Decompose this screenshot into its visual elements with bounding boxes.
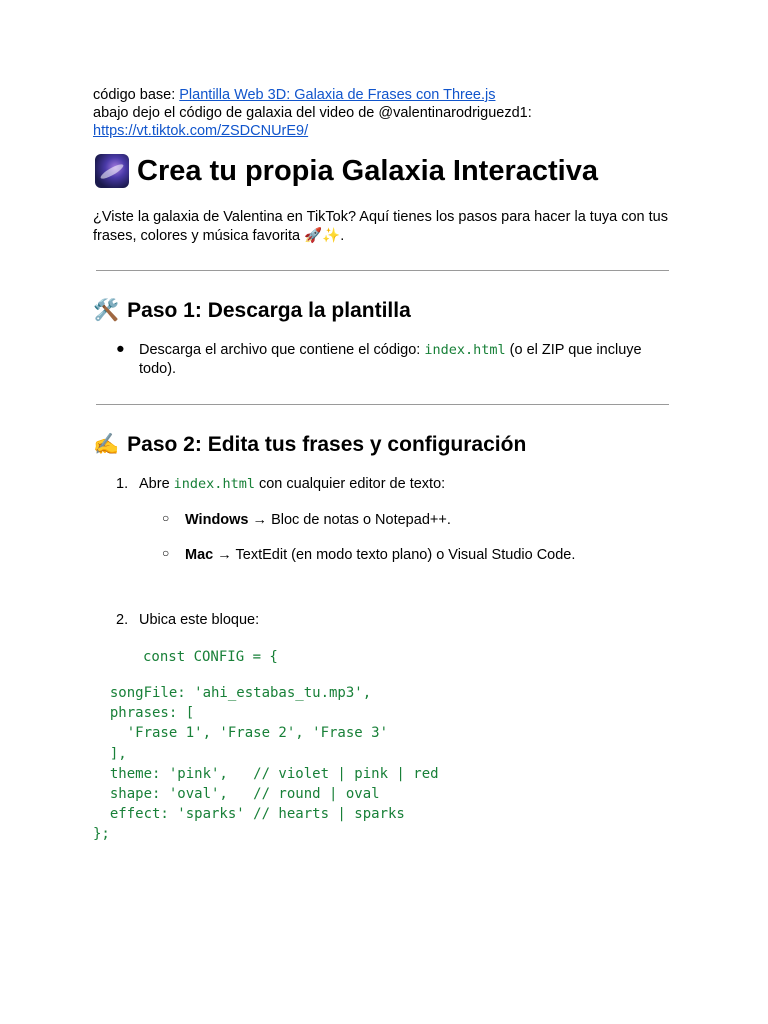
code-first-line: const CONFIG = { [143, 649, 278, 665]
galaxy-icon [95, 154, 129, 188]
step2-item1-code: index.html [173, 476, 255, 492]
step1-bullet-rest: (o el ZIP que incluye [505, 342, 642, 358]
mac-label: Mac [185, 547, 214, 563]
page-title [95, 154, 598, 188]
circle-bullet-icon: ○ [162, 511, 170, 525]
intro-line-1: ¿Viste la galaxia de Valentina en TikTok? Aquí tienes los pasos para hacer la tuya con tus [93, 209, 668, 225]
step2-heading-text: Paso 2: Edita tus frases y configuración [127, 432, 527, 456]
bullet-dot-icon: ● [116, 341, 125, 357]
step1-heading-text: Paso 1: Descarga la plantilla [127, 298, 411, 322]
step1-bullet [139, 341, 642, 379]
step1-bullet-line2: todo). [139, 361, 177, 377]
step2-item1-pre: Abre [139, 476, 174, 492]
step2-item1-post: con cualquier editor de texto: [254, 476, 446, 492]
intro-line-2: frases, colores y música favorita 🚀✨. [93, 228, 345, 244]
base-code-line [93, 86, 495, 104]
step1-bullet-code: index.html [424, 342, 506, 358]
intro-paragraph [93, 208, 668, 246]
writing-hand-icon: ✍️ [93, 432, 120, 456]
base-code-label: código base: [93, 87, 180, 103]
list-number-1: 1. [116, 476, 129, 492]
mac-text: → TextEdit (en modo texto plano) o Visual Studio Code. [213, 547, 576, 563]
sub-item-windows [185, 511, 451, 530]
tools-icon: 🛠️ [93, 298, 120, 322]
step2-item2: Ubica este bloque: [139, 612, 260, 628]
step2-heading [93, 432, 526, 457]
tiktok-line [93, 122, 308, 140]
template-link[interactable]: Plantilla Web 3D: Galaxia de Frases con Three.js [179, 87, 496, 103]
divider [96, 270, 669, 271]
step2-item1 [139, 475, 445, 494]
page-title-text: Crea tu propia Galaxia Interactiva [137, 154, 598, 187]
sub-item-mac [185, 546, 575, 565]
divider [96, 404, 669, 405]
step1-bullet-text: Descarga el archivo que contiene el código: [139, 342, 425, 358]
circle-bullet-icon: ○ [162, 546, 170, 560]
tiktok-link[interactable]: https://vt.tiktok.com/ZSDCNUrE9/ [93, 123, 309, 139]
windows-label: Windows [185, 512, 249, 528]
list-number-2: 2. [116, 612, 129, 628]
video-credit-line: abajo dejo el código de galaxia del video de @valentinarodriguezd1: [93, 105, 532, 121]
windows-text: → Bloc de notas o Notepad++. [248, 512, 451, 528]
step1-heading [93, 298, 411, 323]
code-block: songFile: 'ahi_estabas_tu.mp3', phrases: [ 'Frase 1', 'Frase 2', 'Frase 3' ], theme: 'pink', // violet | pink | red shape: 'oval', // round | oval effect: 'sparks' // hearts | sparks }; [93, 685, 439, 843]
